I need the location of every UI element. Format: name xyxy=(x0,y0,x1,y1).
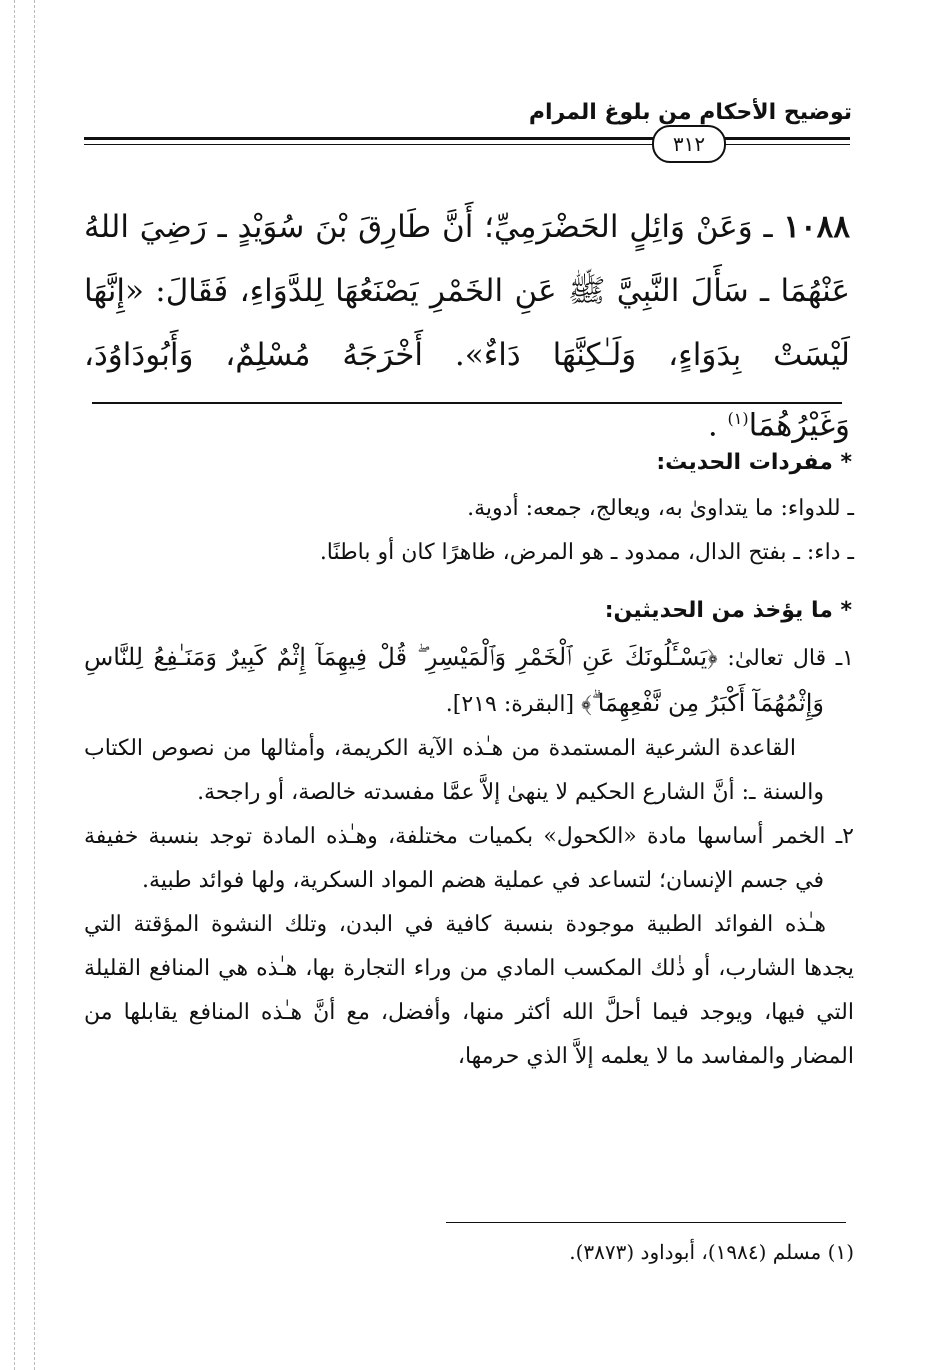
vocab-heading: * مفردات الحديث: xyxy=(656,450,852,475)
vocab-item: ـ داء: ـ بفتح الدال، ممدود ـ هو المرض، ظاهرًا كان أو باطنًا. xyxy=(319,540,854,565)
footnote-separator xyxy=(446,1222,846,1223)
lesson-point-2: ٢ـ الخمر أساسها مادة «الكحول» بكميات مختلفة، وهـٰذه المادة توجد بنسبة خفيفة في جسم الإنسان؛ لتساعد في عملية هضم المواد السكرية، ولها فوائد طبية. xyxy=(84,824,854,893)
lesson-point-2-paragraph: هـٰذه الفوائد الطبية موجودة بنسبة كافية في البدن، وتلك النشوة المؤقتة التي يجدها الشارب، أو ذٰلك المكسب المادي من وراء التجارة بها، هـٰذه هي المنافع القليلة التي فيها، ويوجد فيما أحلَّ الله أكثر منها، وأفضل، مع أنَّ هـٰذه المنافع يقابلها من المضار والمفاسد ما لا يعلمه إلاَّ الذي حرمها، xyxy=(84,912,854,1069)
lesson-point-1-paragraph: القاعدة الشرعية المستمدة من هـٰذه الآية الكريمة، وأمثالها من نصوص الكتاب والسنة ـ: أنَّ الشارع الحكيم لا ينهىٰ إلاَّ عمَّا مفسدته خالصة، أو راجحة. xyxy=(84,736,824,805)
hadith-ending: . xyxy=(707,407,728,444)
lessons-body xyxy=(84,635,854,1079)
hadith-text xyxy=(84,195,850,457)
margin-line-left xyxy=(14,0,15,1370)
running-title: توضيح الأحكام من بلوغ المرام xyxy=(528,100,852,125)
footnote: (١) مسلم (١٩٨٤)، أبوداود (٣٨٧٣). xyxy=(569,1240,854,1264)
margin-line-left-inner xyxy=(34,0,35,1370)
header-rule-bottom xyxy=(84,144,850,145)
footnote-reference: (١) xyxy=(727,409,749,428)
header-rule-top xyxy=(84,137,850,140)
lesson-point-1 xyxy=(84,635,854,727)
vocab-list xyxy=(84,487,854,575)
quran-verse: ﴿يَسْـَٔلُونَكَ عَنِ ٱلْخَمْرِ وَٱلْمَيْسِرِ ۖ قُلْ فِيهِمَآ إِثْمٌ كَبِيرٌ وَمَنَـٰفِعُ لِلنَّاسِ وَإِثْمُهُمَآ أَكْبَرُ مِن نَّفْعِهِمَا ۗ﴾ xyxy=(84,643,824,717)
lesson-point-1-prefix: ١ـ قال تعالىٰ: xyxy=(717,646,854,671)
hadith-number: ١٠٨٨ xyxy=(783,209,850,245)
lessons-heading: * ما يؤخذ من الحديثين: xyxy=(604,598,852,623)
quran-reference: [البقرة: ٢١٩]. xyxy=(445,692,582,717)
section-divider xyxy=(92,402,842,404)
page-number: ٣١٢ xyxy=(652,125,726,163)
vocab-item: ـ للدواء: ما يتداوىٰ به، ويعالج، جمعه: أدوية. xyxy=(467,496,854,521)
hadith-body: ـ وَعَنْ وَائِلٍ الحَضْرَمِيِّ؛ أَنَّ طَارِقَ بْنَ سُوَيْدٍ ـ رَضِيَ اللهُ عَنْهُمَا ـ سَأَلَ النَّبِيَّ ﷺ عَنِ الخَمْرِ يَصْنَعُهَا لِلدَّوَاءِ، فَقَالَ: «إِنَّهَا لَيْسَتْ بِدَوَاءٍ، وَلَـٰكِنَّهَا دَاءٌ». أَخْرَجَهُ مُسْلِمٌ، وَأَبُودَاوُدَ، وَغَيْرُهُمَا xyxy=(84,209,850,444)
